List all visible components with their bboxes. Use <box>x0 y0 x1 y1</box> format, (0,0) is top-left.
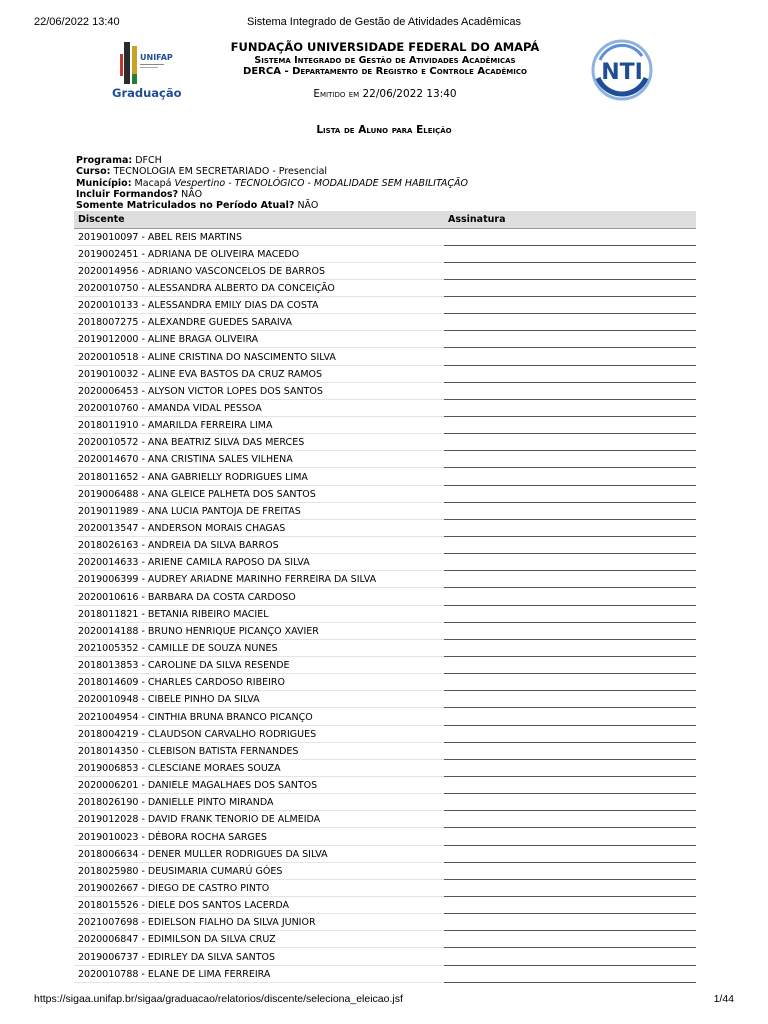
student-name-cell: 2018026190 - DANIELLE PINTO MIRANDA <box>74 794 444 811</box>
table-row <box>74 365 696 382</box>
signature-line <box>444 931 696 948</box>
table-row <box>74 794 696 811</box>
student-name-cell: 2020010760 - AMANDA VIDAL PESSOA <box>74 399 444 416</box>
signature-line <box>444 554 696 571</box>
signature-line <box>444 468 696 485</box>
table-row <box>74 811 696 828</box>
student-name-cell: 2019012000 - ALINE BRAGA OLIVEIRA <box>74 331 444 348</box>
student-name-cell: 2020010616 - BARBARA DA COSTA CARDOSO <box>74 588 444 605</box>
table-row <box>74 948 696 965</box>
student-name-cell: 2021005352 - CAMILLE DE SOUZA NUNES <box>74 639 444 656</box>
table-row <box>74 588 696 605</box>
signature-line <box>444 348 696 365</box>
signature-line <box>444 434 696 451</box>
report-filters <box>76 155 696 211</box>
table-row <box>74 399 696 416</box>
table-row <box>74 434 696 451</box>
signature-line <box>444 965 696 982</box>
table-row <box>74 674 696 691</box>
table-row <box>74 297 696 314</box>
table-row <box>74 485 696 502</box>
table-row <box>74 468 696 485</box>
signature-line <box>444 228 696 245</box>
student-name-cell: 2019006853 - CLESCIANE MORAES SOUZA <box>74 759 444 776</box>
signature-line <box>444 948 696 965</box>
student-name-cell: 2018013853 - CAROLINE DA SILVA RESENDE <box>74 657 444 674</box>
signature-line <box>444 331 696 348</box>
table-row <box>74 279 696 296</box>
table-row <box>74 554 696 571</box>
filter-formandos-label: Incluir Formandos? <box>76 188 179 200</box>
graduacao-label: Graduação <box>112 86 182 100</box>
table-header-row <box>74 211 696 228</box>
table-row <box>74 725 696 742</box>
student-name-cell: 2018026163 - ANDREIA DA SILVA BARROS <box>74 537 444 554</box>
filter-municipio-label: Município: <box>76 177 132 189</box>
signature-line <box>444 845 696 862</box>
student-name-cell: 2020014670 - ANA CRISTINA SALES VILHENA <box>74 451 444 468</box>
filter-programa-label: Programa: <box>76 155 133 166</box>
student-name-cell: 2020014956 - ADRIANO VASCONCELOS DE BARROS <box>74 262 444 279</box>
student-table <box>74 211 696 983</box>
signature-line <box>444 451 696 468</box>
table-row <box>74 331 696 348</box>
student-name-cell: 2021007698 - EDIELSON FIALHO DA SILVA JUNIOR <box>74 914 444 931</box>
filter-programa-value: DFCH <box>135 155 162 166</box>
student-name-cell: 2018006634 - DENER MULLER RODRIGUES DA SILVA <box>74 845 444 862</box>
student-name-cell: 2019002451 - ADRIANA DE OLIVEIRA MACEDO <box>74 245 444 262</box>
student-name-cell: 2019006399 - AUDREY ARIADNE MARINHO FERREIRA DA SILVA <box>74 571 444 588</box>
student-name-cell: 2020014188 - BRUNO HENRIQUE PICANÇO XAVIER <box>74 622 444 639</box>
signature-line <box>444 605 696 622</box>
signature-line <box>444 519 696 536</box>
table-row <box>74 622 696 639</box>
table-row <box>74 708 696 725</box>
student-name-cell: 2019011989 - ANA LUCIA PANTOJA DE FREITAS <box>74 502 444 519</box>
unifap-logo-icon <box>112 40 182 88</box>
signature-line <box>444 862 696 879</box>
table-row <box>74 451 696 468</box>
signature-line <box>444 588 696 605</box>
student-name-cell: 2018004219 - CLAUDSON CARVALHO RODRIGUES <box>74 725 444 742</box>
signature-line <box>444 674 696 691</box>
student-name-cell: 2020010133 - ALESSANDRA EMILY DIAS DA COSTA <box>74 297 444 314</box>
student-name-cell: 2018011910 - AMARILDA FERREIRA LIMA <box>74 417 444 434</box>
signature-line <box>444 622 696 639</box>
table-row <box>74 314 696 331</box>
signature-line <box>444 571 696 588</box>
print-header <box>0 16 768 30</box>
table-row <box>74 382 696 399</box>
student-name-cell: 2020010518 - ALINE CRISTINA DO NASCIMENTO SILVA <box>74 348 444 365</box>
signature-line <box>444 725 696 742</box>
system-name: Sistema Integrado de Gestão de Atividades Acadêmicas <box>254 55 516 66</box>
signature-line <box>444 914 696 931</box>
table-row <box>74 828 696 845</box>
signature-line <box>444 485 696 502</box>
signature-line <box>444 639 696 656</box>
table-row <box>74 896 696 913</box>
student-name-cell: 2019010032 - ALINE EVA BASTOS DA CRUZ RAMOS <box>74 365 444 382</box>
filter-matriculados-value: NÃO <box>297 200 319 212</box>
nti-logo-text: NTI <box>601 60 643 85</box>
student-name-cell: 2018007275 - ALEXANDRE GUEDES SARAIVA <box>74 314 444 331</box>
filter-curso-value: TECNOLOGIA EM SECRETARIADO - Presencial <box>113 166 328 178</box>
emitted-date: Emitido em 22/06/2022 13:40 <box>313 88 457 100</box>
student-name-cell: 2018015526 - DIELE DOS SANTOS LACERDA <box>74 896 444 913</box>
signature-line <box>444 297 696 314</box>
table-row <box>74 742 696 759</box>
student-name-cell: 2020010572 - ANA BEATRIZ SILVA DAS MERCES <box>74 434 444 451</box>
student-name-cell: 2019012028 - DAVID FRANK TENORIO DE ALMEIDA <box>74 811 444 828</box>
signature-line <box>444 794 696 811</box>
signature-line <box>444 245 696 262</box>
signature-line <box>444 759 696 776</box>
table-row <box>74 348 696 365</box>
table-body <box>74 228 696 982</box>
table-row <box>74 519 696 536</box>
table-row <box>74 931 696 948</box>
table-row <box>74 262 696 279</box>
signature-line <box>444 742 696 759</box>
student-name-cell: 2019006737 - EDIRLEY DA SILVA SANTOS <box>74 948 444 965</box>
table-row <box>74 245 696 262</box>
table-row <box>74 417 696 434</box>
signature-line <box>444 262 696 279</box>
table-row <box>74 228 696 245</box>
table-row <box>74 537 696 554</box>
nti-logo-icon <box>590 38 654 102</box>
student-name-cell: 2020006201 - DANIELE MAGALHAES DOS SANTOS <box>74 777 444 794</box>
table-row <box>74 879 696 896</box>
signature-line <box>444 657 696 674</box>
print-page-number: 1/44 <box>713 993 734 1005</box>
filter-formandos <box>76 189 696 200</box>
student-name-cell: 2020013547 - ANDERSON MORAIS CHAGAS <box>74 519 444 536</box>
student-name-cell: 2019002667 - DIEGO DE CASTRO PINTO <box>74 879 444 896</box>
signature-line <box>444 896 696 913</box>
signature-line <box>444 279 696 296</box>
student-name-cell: 2018014609 - CHARLES CARDOSO RIBEIRO <box>74 674 444 691</box>
student-name-cell: 2018025980 - DEUSIMARIA CUMARÚ GÓES <box>74 862 444 879</box>
table-row <box>74 862 696 879</box>
signature-line <box>444 382 696 399</box>
signature-line <box>444 537 696 554</box>
print-url: https://sigaa.unifap.br/sigaa/graduacao/relatorios/discente/seleciona_eleicao.jsf <box>34 993 403 1005</box>
unifap-logo-text: UNIFAP <box>140 53 173 62</box>
table-row <box>74 639 696 656</box>
signature-line <box>444 811 696 828</box>
table-row <box>74 502 696 519</box>
filter-matriculados-label: Somente Matriculados no Período Atual? <box>76 200 295 212</box>
table-row <box>74 571 696 588</box>
student-name-cell: 2019010023 - DÉBORA ROCHA SARGES <box>74 828 444 845</box>
signature-line <box>444 417 696 434</box>
student-name-cell: 2020010788 - ELANE DE LIMA FERREIRA <box>74 965 444 982</box>
col-assinatura: Assinatura <box>444 211 696 228</box>
table-row <box>74 605 696 622</box>
signature-line <box>444 708 696 725</box>
table-row <box>74 657 696 674</box>
filter-matriculados <box>76 200 696 211</box>
student-name-cell: 2021004954 - CINTHIA BRUNA BRANCO PICANÇO <box>74 708 444 725</box>
institution-name: FUNDAÇÃO UNIVERSIDADE FEDERAL DO AMAPÁ <box>230 40 540 54</box>
print-page-title: Sistema Integrado de Gestão de Atividades Acadêmicas <box>247 16 521 28</box>
student-name-cell: 2020006453 - ALYSON VICTOR LOPES DOS SANTOS <box>74 382 444 399</box>
signature-line <box>444 399 696 416</box>
filter-municipio-detail: Vespertino - TECNOLÓGICO - MODALIDADE SEM HABILITAÇÃO <box>174 177 469 189</box>
signature-line <box>444 691 696 708</box>
student-name-cell: 2020010750 - ALESSANDRA ALBERTO DA CONCEIÇÃO <box>74 279 444 296</box>
filter-programa <box>76 155 696 166</box>
filter-curso <box>76 166 696 177</box>
filter-formandos-value: NÃO <box>181 188 203 200</box>
student-name-cell: 2020010948 - CIBELE PINHO DA SILVA <box>74 691 444 708</box>
signature-line <box>444 777 696 794</box>
student-name-cell: 2020014633 - ARIENE CAMILA RAPOSO DA SILVA <box>74 554 444 571</box>
student-name-cell: 2019010097 - ABEL REIS MARTINS <box>74 228 444 245</box>
student-name-cell: 2018011821 - BETANIA RIBEIRO MACIEL <box>74 605 444 622</box>
signature-line <box>444 828 696 845</box>
signature-line <box>444 502 696 519</box>
signature-line <box>444 879 696 896</box>
filter-municipio <box>76 178 696 189</box>
table-row <box>74 914 696 931</box>
student-name-cell: 2019006488 - ANA GLEICE PALHETA DOS SANTOS <box>74 485 444 502</box>
col-discente: Discente <box>74 211 444 228</box>
signature-line <box>444 365 696 382</box>
student-name-cell: 2018011652 - ANA GABRIELLY RODRIGUES LIMA <box>74 468 444 485</box>
table-row <box>74 965 696 982</box>
table-row <box>74 777 696 794</box>
department-name: DERCA - Departamento de Registro e Controle Acadêmico <box>243 66 527 77</box>
student-name-cell: 2020006847 - EDIMILSON DA SILVA CRUZ <box>74 931 444 948</box>
table-row <box>74 845 696 862</box>
table-row <box>74 691 696 708</box>
table-row <box>74 759 696 776</box>
report-title: Lista de Aluno para Eleição <box>316 124 452 136</box>
filter-municipio-city: Macapá <box>134 177 172 189</box>
signature-line <box>444 314 696 331</box>
print-datetime: 22/06/2022 13:40 <box>34 16 120 28</box>
print-footer <box>0 993 768 1007</box>
filter-curso-label: Curso: <box>76 166 111 178</box>
student-name-cell: 2018014350 - CLEBISON BATISTA FERNANDES <box>74 742 444 759</box>
